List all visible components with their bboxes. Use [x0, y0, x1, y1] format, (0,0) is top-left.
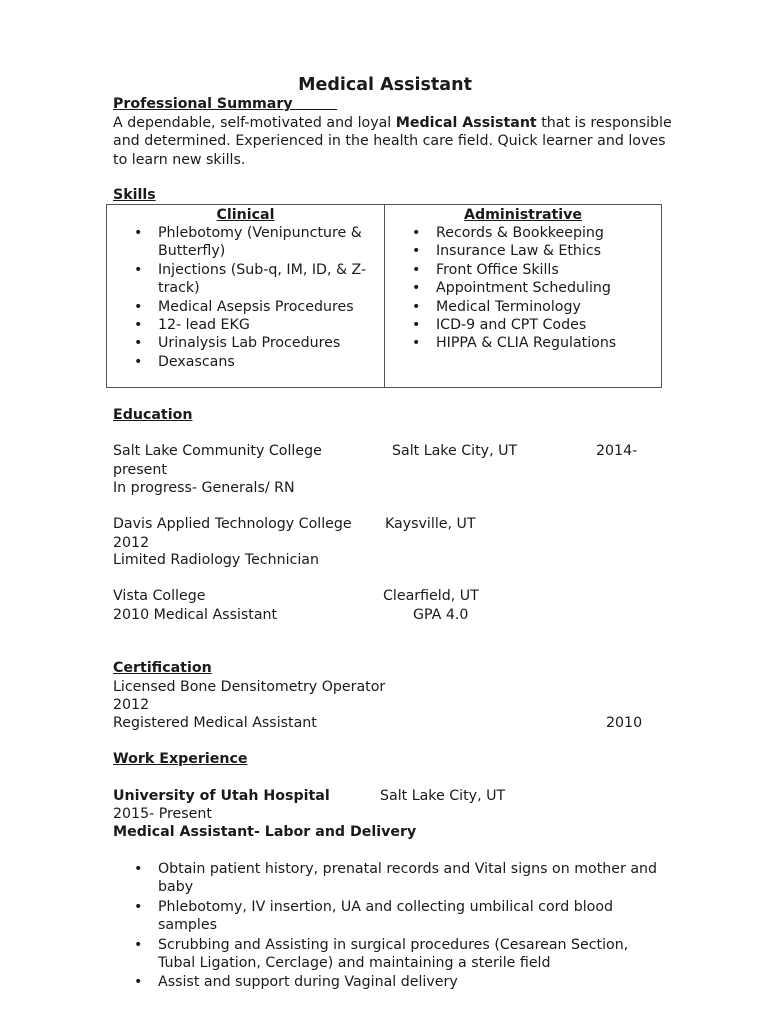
education-gpa: GPA 4.0: [413, 607, 469, 623]
bullet-icon: •: [412, 225, 421, 241]
bullet-icon: •: [412, 261, 421, 278]
work-location: Salt Lake City, UT: [380, 788, 506, 804]
list-item: [107, 261, 384, 298]
certification-year: 2012: [113, 697, 150, 713]
list-item: [385, 298, 661, 316]
list-item-text: ICD-9 and CPT Codes: [436, 317, 587, 334]
education-location: Salt Lake City, UT: [392, 443, 518, 459]
education-detail: Limited Radiology Technician: [113, 552, 319, 568]
list-item-text: HIPPA & CLIA Regulations: [436, 335, 617, 352]
clinical-column: [107, 205, 385, 387]
list-item: [107, 316, 384, 334]
education-date: 2014-: [596, 443, 638, 459]
bullet-icon: •: [134, 936, 143, 953]
list-item: [107, 353, 384, 371]
list-item: [107, 334, 384, 352]
certification-name: Registered Medical Assistant: [113, 715, 317, 731]
list-item: [113, 973, 658, 991]
work-duties-list: [113, 860, 658, 993]
summary-heading: Professional Summary: [113, 96, 293, 112]
list-item-text: Obtain patient history, prenatal records and Vital signs on mother and baby: [158, 861, 658, 896]
work-employer: University of Utah Hospital: [113, 788, 330, 804]
list-item: [113, 898, 658, 935]
list-item: [385, 242, 661, 260]
education-heading: Education: [113, 407, 193, 423]
bullet-icon: •: [134, 317, 143, 334]
education-school: Davis Applied Technology College: [113, 516, 352, 532]
skills-table: [106, 204, 662, 388]
list-item: [107, 224, 384, 261]
education-school: Vista College: [113, 588, 206, 604]
bullet-icon: •: [412, 243, 421, 260]
bullet-icon: •: [134, 898, 143, 915]
certification-heading: Certification: [113, 660, 212, 676]
list-item-text: Injections (Sub-q, IM, ID, & Z-track): [158, 261, 367, 297]
education-detail: 2010 Medical Assistant: [113, 607, 278, 623]
list-item-text: Assist and support during Vaginal delivery: [158, 974, 458, 991]
list-item: [385, 316, 661, 334]
bullet-icon: •: [134, 353, 143, 370]
work-role: Medical Assistant- Labor and Delivery: [113, 824, 417, 840]
list-item-text: Scrubbing and Assisting in surgical procedures (Cesarean Section, Tubal Ligation, Cerclage) and maintaining a sterile field: [158, 936, 629, 972]
skills-heading: Skills: [113, 187, 156, 203]
bullet-icon: •: [134, 225, 143, 241]
list-item-text: 12- lead EKG: [158, 317, 250, 334]
summary-text: A dependable, self-motivated and loyal Medical Assistant that is responsible and determined. Experienced in the health care field. Quick learner and loves to learn new skills.: [113, 115, 672, 168]
list-item-text: Appointment Scheduling: [436, 280, 611, 297]
list-item-text: Dexascans: [158, 353, 235, 370]
list-item: [385, 261, 661, 279]
list-item-text: Phlebotomy (Venipuncture & Butterfly): [158, 225, 362, 260]
bullet-icon: •: [412, 280, 421, 297]
bullet-icon: •: [134, 974, 143, 991]
list-item: [107, 298, 384, 316]
education-location: Clearfield, UT: [383, 588, 479, 604]
education-date: present: [113, 462, 167, 478]
education-detail: In progress- Generals/ RN: [113, 480, 295, 496]
list-item-text: Medical Terminology: [436, 298, 581, 315]
bullet-icon: •: [134, 335, 143, 352]
education-date: 2012: [113, 535, 150, 551]
list-item-text: Phlebotomy, IV insertion, UA and collecting umbilical cord blood samples: [158, 898, 614, 934]
bullet-icon: •: [134, 861, 143, 877]
bullet-icon: •: [412, 317, 421, 334]
list-item: [385, 224, 661, 242]
administrative-skills-list: [385, 224, 661, 353]
list-item-text: Records & Bookkeeping: [436, 225, 604, 241]
list-item-text: Front Office Skills: [436, 261, 559, 278]
work-dates: 2015- Present: [113, 806, 212, 822]
list-item: [113, 860, 658, 897]
work-heading: Work Experience: [113, 751, 248, 767]
administrative-column: [385, 205, 661, 387]
list-item-text: Medical Asepsis Procedures: [158, 298, 354, 315]
list-item: [385, 334, 661, 352]
certification-name: Licensed Bone Densitometry Operator: [113, 679, 386, 695]
page-title: Medical Assistant: [298, 75, 472, 95]
education-location: Kaysville, UT: [385, 516, 476, 532]
bullet-icon: •: [134, 261, 143, 278]
clinical-title: Clinical: [216, 207, 275, 223]
certification-year: 2010: [606, 715, 643, 731]
education-school: Salt Lake Community College: [113, 443, 322, 459]
list-item-text: Urinalysis Lab Procedures: [158, 335, 341, 352]
bullet-icon: •: [412, 298, 421, 315]
list-item: [385, 279, 661, 297]
list-item-text: Insurance Law & Ethics: [436, 243, 602, 260]
bullet-icon: •: [412, 335, 421, 352]
bullet-icon: •: [134, 298, 143, 315]
list-item: [113, 936, 658, 973]
clinical-skills-list: [107, 224, 384, 371]
administrative-title: Administrative: [463, 207, 583, 223]
